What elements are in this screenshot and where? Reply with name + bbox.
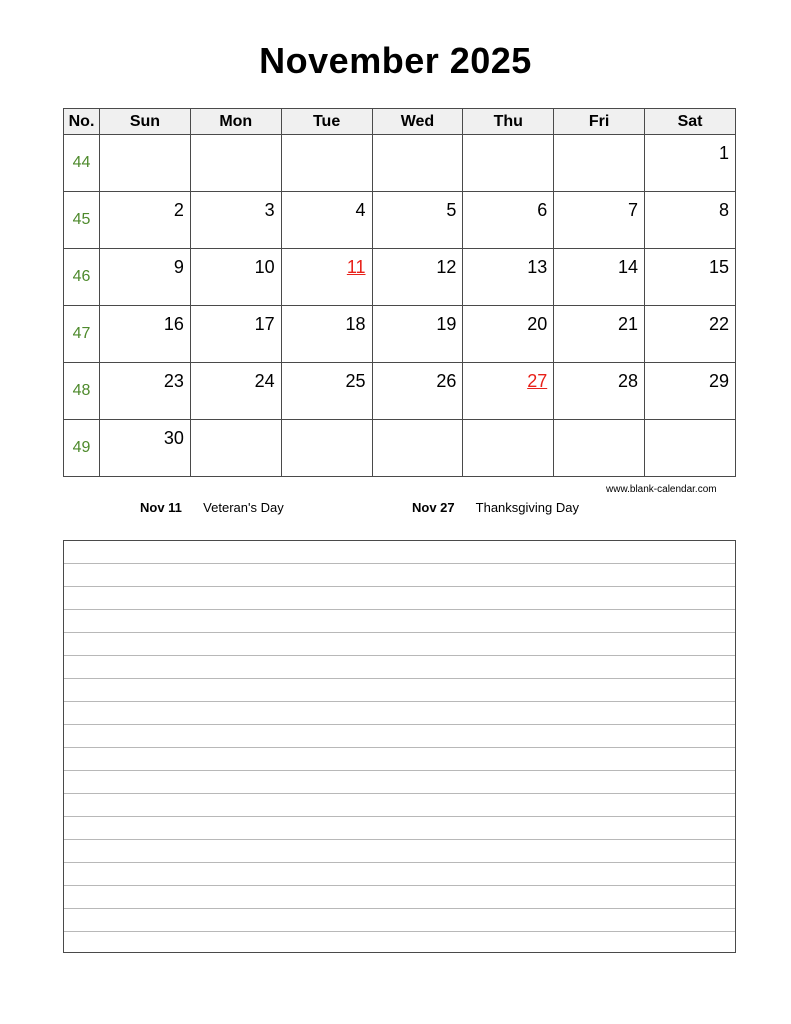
day-cell[interactable] [554, 420, 645, 477]
weekday-header: Sun [100, 109, 191, 135]
day-number: 18 [345, 314, 366, 334]
week-number: 45 [64, 192, 100, 249]
week-number: 44 [64, 135, 100, 192]
day-cell[interactable] [554, 363, 645, 420]
day-cell[interactable] [100, 192, 191, 249]
holiday-date: Nov 11 [140, 500, 182, 515]
day-cell[interactable] [463, 135, 554, 192]
day-number: 6 [537, 200, 548, 220]
day-cell[interactable] [281, 420, 372, 477]
day-cell[interactable] [645, 306, 736, 363]
day-number: 20 [527, 314, 548, 334]
day-cell[interactable] [372, 363, 463, 420]
day-cell[interactable] [281, 306, 372, 363]
day-cell[interactable] [190, 249, 281, 306]
day-cell[interactable] [645, 363, 736, 420]
day-cell[interactable] [554, 306, 645, 363]
day-cell[interactable] [100, 135, 191, 192]
day-cell[interactable] [372, 192, 463, 249]
day-cell[interactable] [645, 249, 736, 306]
day-cell[interactable] [372, 420, 463, 477]
weekday-header: Sat [645, 109, 736, 135]
day-number: 19 [436, 314, 457, 334]
day-number: 29 [708, 371, 729, 391]
day-cell[interactable] [463, 420, 554, 477]
day-cell[interactable] [281, 249, 372, 306]
holiday-item [412, 500, 579, 515]
holiday-day-number: 11 [346, 257, 366, 277]
day-cell[interactable] [190, 363, 281, 420]
day-cell[interactable] [645, 420, 736, 477]
day-cell[interactable] [100, 306, 191, 363]
week-row [64, 420, 736, 477]
week-row [64, 192, 736, 249]
day-number: 7 [628, 200, 639, 220]
day-cell[interactable] [554, 135, 645, 192]
day-number: 15 [708, 257, 729, 277]
day-cell[interactable] [463, 306, 554, 363]
holiday-name: Thanksgiving Day [475, 500, 579, 515]
day-cell[interactable] [372, 306, 463, 363]
day-number: 8 [718, 200, 729, 220]
day-cell[interactable] [463, 192, 554, 249]
day-cell[interactable] [281, 363, 372, 420]
day-cell[interactable] [100, 363, 191, 420]
day-number: 28 [618, 371, 639, 391]
weekday-header: Thu [463, 109, 554, 135]
week-number: 48 [64, 363, 100, 420]
week-number: 47 [64, 306, 100, 363]
day-number: 3 [264, 200, 275, 220]
day-cell[interactable] [554, 192, 645, 249]
day-number: 5 [446, 200, 457, 220]
day-cell[interactable] [100, 249, 191, 306]
day-number: 26 [436, 371, 457, 391]
day-number: 16 [163, 314, 184, 334]
weekday-header: Wed [372, 109, 463, 135]
day-cell[interactable] [190, 420, 281, 477]
day-number: 14 [618, 257, 639, 277]
holiday-date: Nov 27 [412, 500, 455, 515]
day-number: 21 [618, 314, 639, 334]
day-number: 4 [355, 200, 366, 220]
day-number: 25 [345, 371, 366, 391]
day-number: 22 [708, 314, 729, 334]
day-number: 2 [173, 200, 184, 220]
day-number: 24 [254, 371, 275, 391]
page-title: November 2025 [259, 40, 532, 81]
holiday-name: Veteran's Day [203, 500, 284, 515]
website-credit: www.blank-calendar.com [606, 484, 717, 495]
day-cell[interactable] [190, 306, 281, 363]
header-row [64, 109, 736, 135]
day-number: 9 [173, 257, 184, 277]
day-cell[interactable] [372, 249, 463, 306]
calendar-grid [63, 108, 736, 477]
holiday-day-number: 27 [527, 371, 548, 391]
weekday-header: Fri [554, 109, 645, 135]
day-number: 23 [163, 371, 184, 391]
weekday-header: Mon [190, 109, 281, 135]
day-cell[interactable] [281, 192, 372, 249]
day-cell[interactable] [372, 135, 463, 192]
day-cell[interactable] [190, 192, 281, 249]
week-row [64, 363, 736, 420]
week-row [64, 135, 736, 192]
day-cell[interactable] [463, 249, 554, 306]
week-number: 46 [64, 249, 100, 306]
holiday-item [140, 500, 284, 515]
day-cell[interactable] [190, 135, 281, 192]
week-number-header: No. [64, 109, 100, 135]
day-cell[interactable] [554, 249, 645, 306]
week-row [64, 306, 736, 363]
week-number: 49 [64, 420, 100, 477]
day-cell[interactable] [281, 135, 372, 192]
day-number: 10 [254, 257, 275, 277]
day-cell[interactable] [645, 192, 736, 249]
week-row [64, 249, 736, 306]
day-number: 12 [436, 257, 457, 277]
day-cell[interactable] [645, 135, 736, 192]
day-number: 1 [718, 143, 729, 163]
day-number: 17 [254, 314, 275, 334]
day-cell[interactable] [463, 363, 554, 420]
notes-area[interactable] [63, 540, 736, 953]
day-number: 30 [163, 428, 184, 448]
day-cell[interactable] [100, 420, 191, 477]
weekday-header: Tue [281, 109, 372, 135]
day-number: 13 [527, 257, 548, 277]
